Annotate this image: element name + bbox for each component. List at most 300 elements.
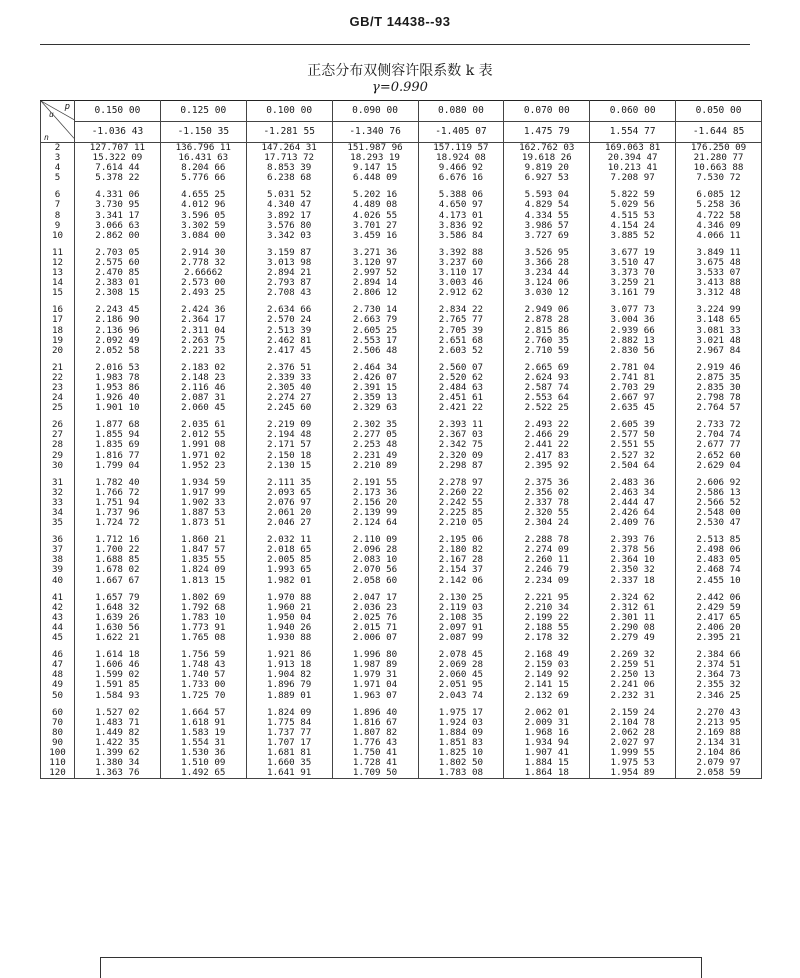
k-value-cell: 2.278 97 — [418, 478, 504, 488]
k-value-cell: 1.824 09 — [160, 565, 246, 575]
sample-size-cell: 15 — [41, 288, 75, 298]
sample-size-cell: 49 — [41, 680, 75, 690]
corner-n-label: n — [44, 133, 49, 142]
k-value-cell: 2.060 45 — [418, 670, 504, 680]
k-value-cell: 9.466 92 — [418, 163, 504, 173]
k-value-cell: 2.279 49 — [590, 633, 676, 643]
k-value-cell: 1.775 84 — [246, 718, 332, 728]
k-value-cell: 1.907 41 — [504, 748, 590, 758]
k-value-cell: 2.741 81 — [590, 373, 676, 383]
k-value-cell: 2.483 36 — [590, 478, 676, 488]
k-value-cell: 2.104 86 — [676, 748, 762, 758]
k-value-cell: 1.510 09 — [160, 758, 246, 768]
table-row — [41, 173, 762, 183]
k-value-cell: 2.141 15 — [504, 680, 590, 690]
k-value-cell: 3.224 99 — [676, 305, 762, 315]
k-value-cell: 3.124 06 — [504, 278, 590, 288]
k-value-cell: 2.378 56 — [590, 545, 676, 555]
k-value-cell: 7.614 44 — [75, 163, 161, 173]
k-value-cell: 1.765 08 — [160, 633, 246, 643]
k-value-cell: 2.062 28 — [590, 728, 676, 738]
k-value-cell: 4.334 55 — [504, 211, 590, 221]
k-value-cell: 2.046 27 — [246, 518, 332, 528]
k-value-cell: 2.606 92 — [676, 478, 762, 488]
k-value-cell: 5.031 52 — [246, 190, 332, 200]
k-value-cell: 2.441 22 — [504, 440, 590, 450]
k-value-cell: 1.835 55 — [160, 555, 246, 565]
k-value-cell: 2.221 95 — [504, 593, 590, 603]
k-value-cell: 2.912 62 — [418, 288, 504, 298]
sample-size-cell: 14 — [41, 278, 75, 288]
k-value-cell: 2.219 09 — [246, 420, 332, 430]
sample-size-cell: 11 — [41, 248, 75, 258]
k-value-cell: 10.213 41 — [590, 163, 676, 173]
k-value-cell: 3.526 95 — [504, 248, 590, 258]
k-value-cell: 3.030 12 — [504, 288, 590, 298]
k-value-cell: 2.243 45 — [75, 305, 161, 315]
k-value-cell: 4.346 09 — [676, 221, 762, 231]
sample-size-cell: 20 — [41, 346, 75, 356]
k-value-cell: 3.013 98 — [246, 258, 332, 268]
k-value-cell: 1.930 88 — [246, 633, 332, 643]
corner-p-label: p — [64, 102, 70, 112]
sample-size-cell: 110 — [41, 758, 75, 768]
k-value-cell: 2.395 21 — [676, 633, 762, 643]
k-value-cell: 2.052 58 — [75, 346, 161, 356]
k-value-cell: 1.902 33 — [160, 498, 246, 508]
u-header-cell: 1.554 77 — [590, 122, 676, 143]
k-value-cell: 1.773 91 — [160, 623, 246, 633]
k-value-cell: 2.765 77 — [418, 315, 504, 325]
k-value-cell: 1.422 35 — [75, 738, 161, 748]
k-value-cell: 1.527 02 — [75, 708, 161, 718]
table-row — [41, 518, 762, 528]
k-value-cell: 2.241 06 — [590, 680, 676, 690]
k-value-cell: 2.417 45 — [246, 346, 332, 356]
sample-size-cell: 8 — [41, 211, 75, 221]
sample-size-cell: 29 — [41, 451, 75, 461]
sample-size-cell: 44 — [41, 623, 75, 633]
k-value-cell: 2.566 52 — [676, 498, 762, 508]
k-value-cell: 4.012 96 — [160, 200, 246, 210]
k-value-cell: 2.061 20 — [246, 508, 332, 518]
k-value-cell: 18.293 19 — [332, 153, 418, 163]
sample-size-cell: 90 — [41, 738, 75, 748]
k-value-cell: 2.210 34 — [504, 603, 590, 613]
table-row — [41, 576, 762, 586]
k-value-cell: 2.188 55 — [504, 623, 590, 633]
k-value-cell: 4.173 01 — [418, 211, 504, 221]
sample-size-cell: 100 — [41, 748, 75, 758]
k-value-cell: 1.901 10 — [75, 403, 161, 413]
k-value-cell: 2.575 60 — [75, 258, 161, 268]
k-value-cell: 2.110 09 — [332, 535, 418, 545]
k-value-cell: 3.533 07 — [676, 268, 762, 278]
k-value-cell: 2.199 22 — [504, 613, 590, 623]
k-value-cell: 2.429 59 — [676, 603, 762, 613]
k-value-cell: 6.085 12 — [676, 190, 762, 200]
sample-size-cell: 23 — [41, 383, 75, 393]
p-header-cell: 0.090 00 — [332, 101, 418, 122]
k-value-cell: 2.493 22 — [504, 420, 590, 430]
u-header-cell: -1.036 43 — [75, 122, 161, 143]
sample-size-cell: 3 — [41, 153, 75, 163]
k-value-cell: 3.271 36 — [332, 248, 418, 258]
k-value-cell: 2.308 15 — [75, 288, 161, 298]
k-value-cell: 2.274 27 — [246, 393, 332, 403]
k-value-cell: 2.451 61 — [418, 393, 504, 403]
k-value-cell: 1.877 68 — [75, 420, 161, 430]
k-value-cell: 127.707 11 — [75, 143, 161, 154]
k-value-cell: 2.513 39 — [246, 326, 332, 336]
k-value-cell: 2.025 76 — [332, 613, 418, 623]
k-value-cell: 2.032 11 — [246, 535, 332, 545]
k-value-cell: 2.997 52 — [332, 268, 418, 278]
k-value-cell: 2.130 15 — [246, 461, 332, 471]
k-value-cell: 2.703 29 — [590, 383, 676, 393]
k-value-cell: 1.987 89 — [332, 660, 418, 670]
k-value-cell: 2.417 83 — [504, 451, 590, 461]
k-value-cell: 1.681 81 — [246, 748, 332, 758]
k-value-cell: 1.855 94 — [75, 430, 161, 440]
k-value-cell: 2.210 05 — [418, 518, 504, 528]
k-value-cell: 2.167 28 — [418, 555, 504, 565]
k-value-cell: 1.971 04 — [332, 680, 418, 690]
k-value-cell: 1.399 62 — [75, 748, 161, 758]
k-value-cell: 2.043 74 — [418, 691, 504, 701]
k-value-cell: 2.245 60 — [246, 403, 332, 413]
sample-size-cell: 18 — [41, 326, 75, 336]
table-row — [41, 403, 762, 413]
k-value-cell: 3.596 05 — [160, 211, 246, 221]
k-value-cell: 2.376 51 — [246, 363, 332, 373]
k-value-cell: 136.796 11 — [160, 143, 246, 154]
k-value-cell: 2.815 86 — [504, 326, 590, 336]
k-value-cell: 3.342 03 — [246, 231, 332, 241]
k-value-cell: 4.154 24 — [590, 221, 676, 231]
k-value-cell: 2.483 05 — [676, 555, 762, 565]
k-value-cell: 3.586 84 — [418, 231, 504, 241]
sample-size-cell: 120 — [41, 768, 75, 779]
k-value-cell: 2.663 79 — [332, 315, 418, 325]
k-value-cell: 3.510 47 — [590, 258, 676, 268]
k-value-cell: 2.005 85 — [246, 555, 332, 565]
k-value-cell: 2.764 57 — [676, 403, 762, 413]
k-value-cell: 2.108 35 — [418, 613, 504, 623]
sample-size-cell: 6 — [41, 190, 75, 200]
k-value-cell: 1.584 93 — [75, 691, 161, 701]
k-value-cell: 2.210 89 — [332, 461, 418, 471]
k-value-cell: 2.834 22 — [418, 305, 504, 315]
k-value-cell: 1.554 31 — [160, 738, 246, 748]
k-value-cell: 1.950 04 — [246, 613, 332, 623]
k-value-cell: 2.356 02 — [504, 488, 590, 498]
sample-size-cell: 7 — [41, 200, 75, 210]
k-value-cell: 1.583 19 — [160, 728, 246, 738]
p-header-cell: 0.080 00 — [418, 101, 504, 122]
k-value-cell: 2.667 97 — [590, 393, 676, 403]
k-value-cell: 1.975 17 — [418, 708, 504, 718]
k-value-cell: 2.350 32 — [590, 565, 676, 575]
k-value-cell: 3.110 17 — [418, 268, 504, 278]
k-value-cell: 21.280 77 — [676, 153, 762, 163]
k-value-cell: 2.967 84 — [676, 346, 762, 356]
sample-size-cell: 21 — [41, 363, 75, 373]
k-value-cell: 1.657 79 — [75, 593, 161, 603]
k-value-cell: 1.896 40 — [332, 708, 418, 718]
sample-size-cell: 16 — [41, 305, 75, 315]
table-title: 正态分布双侧容许限系数 k 表 — [307, 63, 493, 79]
k-value-cell: 2.830 56 — [590, 346, 676, 356]
k-value-cell: 2.806 12 — [332, 288, 418, 298]
k-value-cell: 2.119 03 — [418, 603, 504, 613]
k-value-cell: 1.660 35 — [246, 758, 332, 768]
k-value-cell: 2.269 32 — [590, 650, 676, 660]
k-value-cell: 2.914 30 — [160, 248, 246, 258]
k-value-cell: 2.504 64 — [590, 461, 676, 471]
k-value-cell: 1.968 16 — [504, 728, 590, 738]
k-value-cell: 15.322 09 — [75, 153, 161, 163]
table-row — [41, 680, 762, 690]
k-value-cell: 2.225 85 — [418, 508, 504, 518]
k-value-cell: 2.259 51 — [590, 660, 676, 670]
k-value-cell: 1.748 43 — [160, 660, 246, 670]
k-value-cell: 1.688 85 — [75, 555, 161, 565]
k-value-cell: 2.527 32 — [590, 451, 676, 461]
k-value-cell: 2.346 25 — [676, 691, 762, 701]
k-value-cell: 10.663 88 — [676, 163, 762, 173]
k-value-cell: 2.195 06 — [418, 535, 504, 545]
k-value-cell: 3.727 69 — [504, 231, 590, 241]
k-value-cell: 2.069 28 — [418, 660, 504, 670]
k-value-cell: 3.392 88 — [418, 248, 504, 258]
k-value-cell: 2.169 88 — [676, 728, 762, 738]
k-value-cell: 2.605 25 — [332, 326, 418, 336]
k-value-cell: 1.449 82 — [75, 728, 161, 738]
k-value-cell: 1.783 10 — [160, 613, 246, 623]
k-value-cell: 1.618 91 — [160, 718, 246, 728]
k-value-cell: 2.355 32 — [676, 680, 762, 690]
k-value-cell: 8.853 39 — [246, 163, 332, 173]
k-value-cell: 2.290 08 — [590, 623, 676, 633]
k-value-cell: 2.375 36 — [504, 478, 590, 488]
k-value-cell: 1.733 00 — [160, 680, 246, 690]
k-value-cell: 2.009 31 — [504, 718, 590, 728]
k-value-cell: 1.709 50 — [332, 768, 418, 779]
k-value-cell: 2.301 11 — [590, 613, 676, 623]
k-value-cell: 2.781 04 — [590, 363, 676, 373]
k-value-cell: 1.996 80 — [332, 650, 418, 660]
table-row — [41, 768, 762, 779]
k-value-cell: 4.650 97 — [418, 200, 504, 210]
k-value-cell: 2.337 78 — [504, 498, 590, 508]
sample-size-cell: 31 — [41, 478, 75, 488]
k-value-cell: 5.593 04 — [504, 190, 590, 200]
k-value-cell: 2.835 30 — [676, 383, 762, 393]
k-value-cell: 3.730 95 — [75, 200, 161, 210]
k-value-cell: 5.202 16 — [332, 190, 418, 200]
k-value-cell: 1.825 10 — [418, 748, 504, 758]
k-value-cell: 3.161 79 — [590, 288, 676, 298]
k-value-cell: 6.238 68 — [246, 173, 332, 183]
sample-size-cell: 36 — [41, 535, 75, 545]
k-value-cell: 1.802 50 — [418, 758, 504, 768]
k-value-cell: 2.708 43 — [246, 288, 332, 298]
k-value-cell: 2.087 99 — [418, 633, 504, 643]
k-value-cell: 2.949 06 — [504, 305, 590, 315]
k-value-cell: 2.705 39 — [418, 326, 504, 336]
k-value-cell: 5.378 22 — [75, 173, 161, 183]
k-value-cell: 1.904 82 — [246, 670, 332, 680]
sample-size-cell: 43 — [41, 613, 75, 623]
k-value-cell: 2.470 85 — [75, 268, 161, 278]
k-value-cell: 2.704 74 — [676, 430, 762, 440]
k-value-cell: 2.553 64 — [504, 393, 590, 403]
k-value-cell: 2.760 35 — [504, 336, 590, 346]
k-value-cell: 1.864 18 — [504, 768, 590, 779]
k-value-cell: 2.570 24 — [246, 315, 332, 325]
k-value-cell: 2.364 10 — [590, 555, 676, 565]
sample-size-cell: 9 — [41, 221, 75, 231]
k-value-cell: 5.822 59 — [590, 190, 676, 200]
k-value-cell: 2.234 09 — [504, 576, 590, 586]
k-value-cell: 1.756 59 — [160, 650, 246, 660]
k-value-cell: 1.483 71 — [75, 718, 161, 728]
k-value-cell: 2.260 22 — [418, 488, 504, 498]
sample-size-cell: 10 — [41, 231, 75, 241]
k-value-cell: 2.651 68 — [418, 336, 504, 346]
k-value-cell: 1.807 82 — [332, 728, 418, 738]
k-value-cell: 1.917 99 — [160, 488, 246, 498]
k-value-cell: 2.409 76 — [590, 518, 676, 528]
k-value-cell: 2.703 05 — [75, 248, 161, 258]
k-value-cell: 1.737 77 — [246, 728, 332, 738]
k-value-cell: 1.983 78 — [75, 373, 161, 383]
k-value-cell: 2.464 34 — [332, 363, 418, 373]
sample-size-cell: 33 — [41, 498, 75, 508]
k-value-cell: 2.221 33 — [160, 346, 246, 356]
sample-size-cell: 30 — [41, 461, 75, 471]
k-value-cell: 2.383 01 — [75, 278, 161, 288]
k-value-cell: 2.149 92 — [504, 670, 590, 680]
k-value-cell: 7.530 72 — [676, 173, 762, 183]
k-value-cell: 1.954 89 — [590, 768, 676, 779]
k-value-cell: 2.339 33 — [246, 373, 332, 383]
k-value-cell: 2.551 55 — [590, 440, 676, 450]
k-value-cell: 1.667 67 — [75, 576, 161, 586]
k-value-cell: 3.302 59 — [160, 221, 246, 231]
k-value-cell: 2.232 31 — [590, 691, 676, 701]
k-value-cell: 3.066 63 — [75, 221, 161, 231]
k-value-cell: 2.778 32 — [160, 258, 246, 268]
k-value-cell: 2.231 49 — [332, 451, 418, 461]
sample-size-cell: 26 — [41, 420, 75, 430]
k-value-cell: 1.724 72 — [75, 518, 161, 528]
k-value-cell: 2.062 01 — [504, 708, 590, 718]
k-value-cell: 2.730 14 — [332, 305, 418, 315]
k-value-cell: 1.530 36 — [160, 748, 246, 758]
k-value-cell: 2.305 40 — [246, 383, 332, 393]
k-value-cell: 2.862 00 — [75, 231, 161, 241]
k-value-cell: 1.750 41 — [332, 748, 418, 758]
k-value-cell: 3.576 80 — [246, 221, 332, 231]
k-value-cell: 2.530 47 — [676, 518, 762, 528]
k-value-cell: 3.234 44 — [504, 268, 590, 278]
k-value-cell: 2.894 21 — [246, 268, 332, 278]
k-value-cell: 3.885 52 — [590, 231, 676, 241]
k-value-cell: 2.035 61 — [160, 420, 246, 430]
k-value-cell: 2.493 25 — [160, 288, 246, 298]
k-value-cell: 1.751 94 — [75, 498, 161, 508]
k-value-cell: 2.875 35 — [676, 373, 762, 383]
table-row — [41, 691, 762, 701]
sample-size-cell: 13 — [41, 268, 75, 278]
table-body — [41, 101, 762, 779]
k-value-cell: 151.987 96 — [332, 143, 418, 154]
u-header-cell: -1.150 35 — [160, 122, 246, 143]
k-value-cell: 7.208 97 — [590, 173, 676, 183]
k-value-cell: 3.077 73 — [590, 305, 676, 315]
k-value-cell: 2.213 95 — [676, 718, 762, 728]
k-value-cell: 1.799 04 — [75, 461, 161, 471]
k-value-cell: 2.426 64 — [590, 508, 676, 518]
k-value-cell: 2.097 91 — [418, 623, 504, 633]
k-value-cell: 2.919 46 — [676, 363, 762, 373]
sample-size-cell: 25 — [41, 403, 75, 413]
k-value-cell: 3.459 16 — [332, 231, 418, 241]
k-value-cell: 6.927 53 — [504, 173, 590, 183]
k-value-cell: 2.087 31 — [160, 393, 246, 403]
k-value-cell: 2.406 20 — [676, 623, 762, 633]
k-value-cell: 2.018 65 — [246, 545, 332, 555]
k-value-cell: 6.676 16 — [418, 173, 504, 183]
k-value-cell: 169.063 81 — [590, 143, 676, 154]
k-value-cell: 2.277 05 — [332, 430, 418, 440]
k-value-cell: 2.142 06 — [418, 576, 504, 586]
k-value-cell: 2.012 55 — [160, 430, 246, 440]
k-value-cell: 2.560 07 — [418, 363, 504, 373]
k-value-cell: 2.421 22 — [418, 403, 504, 413]
k-value-cell: 1.889 01 — [246, 691, 332, 701]
k-value-cell: 2.304 24 — [504, 518, 590, 528]
k-value-cell: 2.677 77 — [676, 440, 762, 450]
k-value-cell: 1.926 40 — [75, 393, 161, 403]
k-value-cell: 2.130 25 — [418, 593, 504, 603]
k-value-cell: 2.154 37 — [418, 565, 504, 575]
k-value-cell: 2.417 65 — [676, 613, 762, 623]
k-value-cell: 1.622 21 — [75, 633, 161, 643]
k-value-cell: 4.489 08 — [332, 200, 418, 210]
k-value-cell: 1.979 31 — [332, 670, 418, 680]
k-value-cell: 3.892 17 — [246, 211, 332, 221]
k-value-cell: 2.426 07 — [332, 373, 418, 383]
header-row-u — [41, 122, 762, 143]
k-value-cell: 1.991 08 — [160, 440, 246, 450]
k-value-cell: 2.798 78 — [676, 393, 762, 403]
sample-size-cell: 17 — [41, 315, 75, 325]
k-value-cell: 2.463 34 — [590, 488, 676, 498]
k-value-cell: 3.237 60 — [418, 258, 504, 268]
k-value-cell: 2.586 13 — [676, 488, 762, 498]
k-value-cell: 17.713 72 — [246, 153, 332, 163]
bottom-frame — [100, 957, 702, 978]
k-value-cell: 4.515 53 — [590, 211, 676, 221]
sample-size-cell: 48 — [41, 670, 75, 680]
k-value-cell: 3.373 70 — [590, 268, 676, 278]
k-value-cell: 2.015 71 — [332, 623, 418, 633]
k-value-cell: 2.624 93 — [504, 373, 590, 383]
k-value-cell: 2.367 03 — [418, 430, 504, 440]
